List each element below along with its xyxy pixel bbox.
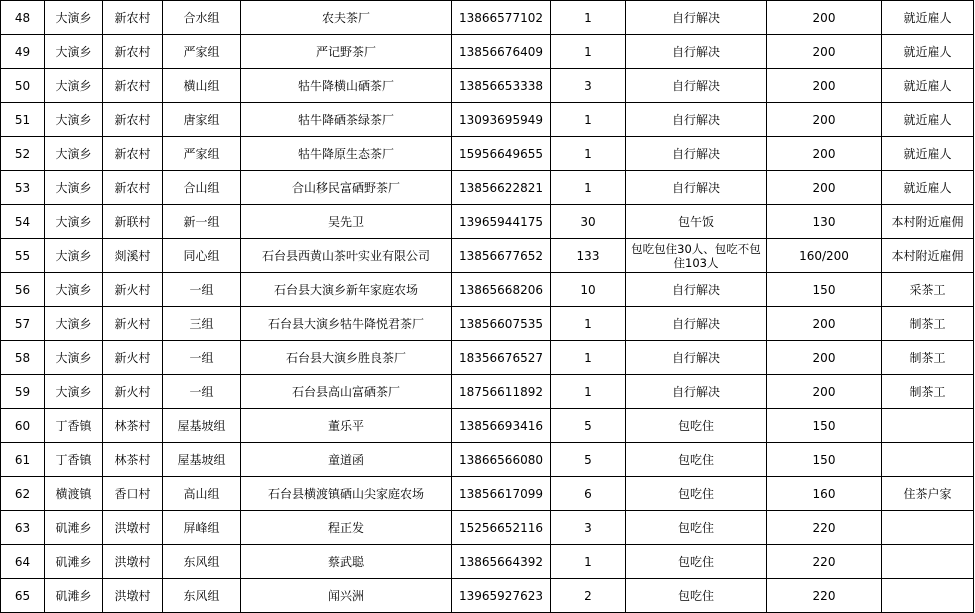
remark-cell [882, 511, 974, 545]
daily-wage-cell: 220 [767, 579, 882, 613]
village-cell: 新火村 [103, 273, 163, 307]
daily-wage-cell: 130 [767, 205, 882, 239]
phone-number-cell: 13856607535 [452, 307, 551, 341]
phone-number-cell: 13856622821 [452, 171, 551, 205]
township-cell: 大演乡 [45, 341, 103, 375]
phone-number-cell: 13093695949 [452, 103, 551, 137]
board-lodging-cell: 自行解决 [626, 35, 767, 69]
phone-number-cell: 13965944175 [452, 205, 551, 239]
remark-cell: 就近雇人 [882, 35, 974, 69]
worker-count-cell: 1 [551, 545, 626, 579]
village-cell: 新农村 [103, 103, 163, 137]
remark-cell: 制茶工 [882, 341, 974, 375]
board-lodging-cell: 包吃住 [626, 477, 767, 511]
remark-cell: 住茶户家 [882, 477, 974, 511]
board-lodging-cell: 包吃住 [626, 443, 767, 477]
village-cell: 新农村 [103, 69, 163, 103]
village-cell: 洪墩村 [103, 545, 163, 579]
board-lodging-cell: 包吃住 [626, 545, 767, 579]
remark-cell: 本村附近雇佣 [882, 239, 974, 273]
phone-number-cell: 18356676527 [452, 341, 551, 375]
remark-cell: 制茶工 [882, 307, 974, 341]
worker-count-cell: 1 [551, 137, 626, 171]
villager-group-cell: 严家组 [163, 35, 241, 69]
table-row [1, 171, 974, 205]
board-lodging-cell: 自行解决 [626, 375, 767, 409]
daily-wage-cell: 200 [767, 171, 882, 205]
township-cell: 大演乡 [45, 239, 103, 273]
board-lodging-cell: 包吃住 [626, 511, 767, 545]
row-number-cell: 63 [1, 511, 45, 545]
township-cell: 大演乡 [45, 375, 103, 409]
villager-group-cell: 合山组 [163, 171, 241, 205]
remark-cell: 就近雇人 [882, 103, 974, 137]
board-lodging-cell: 自行解决 [626, 307, 767, 341]
table-row [1, 409, 974, 443]
employer-name-cell: 吴先卫 [241, 205, 452, 239]
daily-wage-cell: 220 [767, 511, 882, 545]
township-cell: 大演乡 [45, 103, 103, 137]
employer-name-cell: 合山移民富硒野茶厂 [241, 171, 452, 205]
remark-cell: 制茶工 [882, 375, 974, 409]
board-lodging-cell: 包吃包住30人、包吃不包住103人 [626, 239, 767, 273]
table-row [1, 307, 974, 341]
phone-number-cell: 13865664392 [452, 545, 551, 579]
row-number-cell: 55 [1, 239, 45, 273]
table-row [1, 545, 974, 579]
employer-name-cell: 牯牛降原生态茶厂 [241, 137, 452, 171]
board-lodging-cell: 自行解决 [626, 69, 767, 103]
worker-count-cell: 1 [551, 35, 626, 69]
phone-number-cell: 13856617099 [452, 477, 551, 511]
daily-wage-cell: 200 [767, 375, 882, 409]
township-cell: 大演乡 [45, 273, 103, 307]
table-row [1, 35, 974, 69]
table-row [1, 103, 974, 137]
worker-count-cell: 3 [551, 511, 626, 545]
row-number-cell: 54 [1, 205, 45, 239]
village-cell: 新联村 [103, 205, 163, 239]
table-row [1, 69, 974, 103]
villager-group-cell: 东风组 [163, 545, 241, 579]
row-number-cell: 57 [1, 307, 45, 341]
row-number-cell: 50 [1, 69, 45, 103]
villager-group-cell: 东风组 [163, 579, 241, 613]
table-row [1, 137, 974, 171]
daily-wage-cell: 200 [767, 35, 882, 69]
township-cell: 横渡镇 [45, 477, 103, 511]
row-number-cell: 53 [1, 171, 45, 205]
row-number-cell: 56 [1, 273, 45, 307]
township-cell: 矶滩乡 [45, 579, 103, 613]
daily-wage-cell: 150 [767, 443, 882, 477]
worker-count-cell: 1 [551, 103, 626, 137]
phone-number-cell: 13866566080 [452, 443, 551, 477]
daily-wage-cell: 200 [767, 1, 882, 35]
village-cell: 新火村 [103, 375, 163, 409]
remark-cell: 就近雇人 [882, 171, 974, 205]
employer-name-cell: 石台县横渡镇硒山尖家庭农场 [241, 477, 452, 511]
remark-cell [882, 545, 974, 579]
worker-count-cell: 1 [551, 341, 626, 375]
township-cell: 丁香镇 [45, 409, 103, 443]
row-number-cell: 61 [1, 443, 45, 477]
board-lodging-cell: 自行解决 [626, 1, 767, 35]
employer-name-cell: 石台县高山富硒茶厂 [241, 375, 452, 409]
phone-number-cell: 13965927623 [452, 579, 551, 613]
township-cell: 大演乡 [45, 35, 103, 69]
worker-count-cell: 10 [551, 273, 626, 307]
daily-wage-cell: 220 [767, 545, 882, 579]
villager-group-cell: 屋基坡组 [163, 409, 241, 443]
worker-count-cell: 2 [551, 579, 626, 613]
board-lodging-cell: 自行解决 [626, 137, 767, 171]
villager-group-cell: 一组 [163, 273, 241, 307]
table-row [1, 341, 974, 375]
row-number-cell: 65 [1, 579, 45, 613]
village-cell: 新农村 [103, 171, 163, 205]
employer-name-cell: 蔡武聪 [241, 545, 452, 579]
villager-group-cell: 严家组 [163, 137, 241, 171]
remark-cell [882, 409, 974, 443]
row-number-cell: 64 [1, 545, 45, 579]
daily-wage-cell: 200 [767, 69, 882, 103]
employer-name-cell: 牯牛降硒茶绿茶厂 [241, 103, 452, 137]
employer-name-cell: 石台县大演乡胜良茶厂 [241, 341, 452, 375]
villager-group-cell: 同心组 [163, 239, 241, 273]
worker-count-cell: 5 [551, 409, 626, 443]
employer-name-cell: 石台县西黄山茶叶实业有限公司 [241, 239, 452, 273]
villager-group-cell: 三组 [163, 307, 241, 341]
employer-name-cell: 程正发 [241, 511, 452, 545]
township-cell: 大演乡 [45, 1, 103, 35]
township-cell: 矶滩乡 [45, 511, 103, 545]
employer-name-cell: 童道函 [241, 443, 452, 477]
daily-wage-cell: 200 [767, 307, 882, 341]
table-row [1, 205, 974, 239]
employer-name-cell: 石台县大演乡牯牛降悦君茶厂 [241, 307, 452, 341]
village-cell: 新农村 [103, 137, 163, 171]
villager-group-cell: 横山组 [163, 69, 241, 103]
villager-group-cell: 一组 [163, 375, 241, 409]
table-row [1, 273, 974, 307]
daily-wage-cell: 150 [767, 409, 882, 443]
township-cell: 大演乡 [45, 137, 103, 171]
remark-cell: 就近雇人 [882, 1, 974, 35]
table-row [1, 1, 974, 35]
village-cell: 新农村 [103, 1, 163, 35]
township-cell: 丁香镇 [45, 443, 103, 477]
worker-count-cell: 1 [551, 1, 626, 35]
phone-number-cell: 15956649655 [452, 137, 551, 171]
village-cell: 新农村 [103, 35, 163, 69]
township-cell: 大演乡 [45, 69, 103, 103]
worker-count-cell: 133 [551, 239, 626, 273]
phone-number-cell: 13856676409 [452, 35, 551, 69]
worker-count-cell: 1 [551, 375, 626, 409]
township-cell: 大演乡 [45, 307, 103, 341]
township-cell: 大演乡 [45, 205, 103, 239]
table-row [1, 443, 974, 477]
employer-name-cell: 严记野茶厂 [241, 35, 452, 69]
daily-wage-cell: 200 [767, 137, 882, 171]
board-lodging-cell: 自行解决 [626, 171, 767, 205]
phone-number-cell: 13865668206 [452, 273, 551, 307]
villager-group-cell: 屏峰组 [163, 511, 241, 545]
villager-group-cell: 新一组 [163, 205, 241, 239]
daily-wage-cell: 200 [767, 341, 882, 375]
villager-group-cell: 屋基坡组 [163, 443, 241, 477]
villager-group-cell: 一组 [163, 341, 241, 375]
row-number-cell: 59 [1, 375, 45, 409]
township-cell: 大演乡 [45, 171, 103, 205]
daily-wage-cell: 160/200 [767, 239, 882, 273]
phone-number-cell: 15256652116 [452, 511, 551, 545]
phone-number-cell: 13856677652 [452, 239, 551, 273]
board-lodging-cell: 包午饭 [626, 205, 767, 239]
row-number-cell: 49 [1, 35, 45, 69]
board-lodging-cell: 包吃住 [626, 409, 767, 443]
table-row [1, 511, 974, 545]
remark-cell: 就近雇人 [882, 137, 974, 171]
board-lodging-cell: 包吃住 [626, 579, 767, 613]
table-row [1, 239, 974, 273]
village-cell: 林茶村 [103, 409, 163, 443]
daily-wage-cell: 200 [767, 103, 882, 137]
phone-number-cell: 13866577102 [452, 1, 551, 35]
daily-wage-cell: 150 [767, 273, 882, 307]
phone-number-cell: 13856693416 [452, 409, 551, 443]
remark-cell: 采茶工 [882, 273, 974, 307]
remark-cell [882, 443, 974, 477]
phone-number-cell: 18756611892 [452, 375, 551, 409]
village-cell: 新火村 [103, 341, 163, 375]
table-body [1, 1, 974, 613]
row-number-cell: 48 [1, 1, 45, 35]
employer-name-cell: 牯牛降横山硒茶厂 [241, 69, 452, 103]
table-row [1, 579, 974, 613]
board-lodging-cell: 自行解决 [626, 273, 767, 307]
worker-count-cell: 1 [551, 307, 626, 341]
village-cell: 剡溪村 [103, 239, 163, 273]
employer-name-cell: 石台县大演乡新年家庭农场 [241, 273, 452, 307]
remark-cell [882, 579, 974, 613]
worker-count-cell: 30 [551, 205, 626, 239]
worker-count-cell: 3 [551, 69, 626, 103]
villager-group-cell: 唐家组 [163, 103, 241, 137]
worker-count-cell: 6 [551, 477, 626, 511]
township-cell: 矶滩乡 [45, 545, 103, 579]
row-number-cell: 62 [1, 477, 45, 511]
village-cell: 林茶村 [103, 443, 163, 477]
employer-name-cell: 农夫茶厂 [241, 1, 452, 35]
daily-wage-cell: 160 [767, 477, 882, 511]
row-number-cell: 58 [1, 341, 45, 375]
village-cell: 洪墩村 [103, 579, 163, 613]
villager-group-cell: 合水组 [163, 1, 241, 35]
row-number-cell: 52 [1, 137, 45, 171]
phone-number-cell: 13856653338 [452, 69, 551, 103]
village-cell: 洪墩村 [103, 511, 163, 545]
board-lodging-cell: 自行解决 [626, 103, 767, 137]
table-row [1, 375, 974, 409]
villager-group-cell: 高山组 [163, 477, 241, 511]
worker-count-cell: 5 [551, 443, 626, 477]
table-row [1, 477, 974, 511]
employer-name-cell: 闻兴洲 [241, 579, 452, 613]
remark-cell: 就近雇人 [882, 69, 974, 103]
employer-name-cell: 董乐平 [241, 409, 452, 443]
village-cell: 香口村 [103, 477, 163, 511]
board-lodging-cell: 自行解决 [626, 341, 767, 375]
village-cell: 新火村 [103, 307, 163, 341]
remark-cell: 本村附近雇佣 [882, 205, 974, 239]
worker-count-cell: 1 [551, 171, 626, 205]
row-number-cell: 60 [1, 409, 45, 443]
row-number-cell: 51 [1, 103, 45, 137]
